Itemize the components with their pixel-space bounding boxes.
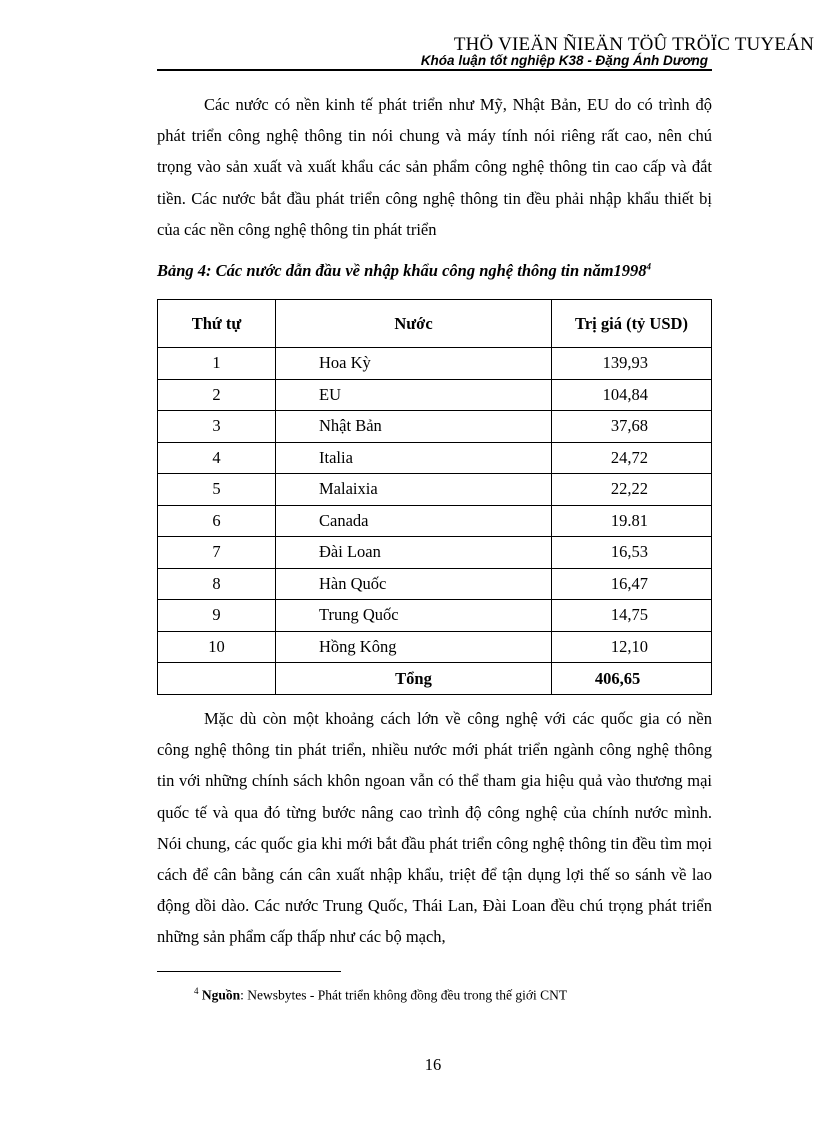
footnote: [194, 986, 567, 1004]
table-row: [158, 379, 712, 411]
table-row: [158, 348, 712, 380]
country-cell: Italia: [276, 442, 552, 474]
value-cell: 14,75: [552, 600, 712, 632]
rank-cell: 6: [158, 505, 276, 537]
table-row: [158, 631, 712, 663]
value-cell: 16,53: [552, 537, 712, 569]
table-header-row: [158, 300, 712, 348]
rank-cell: 1: [158, 348, 276, 380]
table-row: [158, 411, 712, 443]
footnote-rule: [157, 971, 341, 972]
country-cell: Malaixia: [276, 474, 552, 506]
header-value: Trị giá (tỷ USD): [552, 300, 712, 348]
country-cell: EU: [276, 379, 552, 411]
table-row: [158, 537, 712, 569]
table-row: [158, 505, 712, 537]
table-total-row: [158, 663, 712, 695]
table-row: [158, 474, 712, 506]
value-cell: 22,22: [552, 474, 712, 506]
footnote-number: 4: [194, 986, 199, 996]
footnote-label: Nguồn: [201, 987, 241, 1003]
country-cell: Trung Quốc: [276, 600, 552, 632]
value-cell: 24,72: [552, 442, 712, 474]
total-value: 406,65: [552, 663, 712, 695]
footnote-text: : Newsbytes - Phát triển không đồng đều trong thế giới CNT: [240, 987, 568, 1003]
value-cell: 104,84: [552, 379, 712, 411]
rank-cell: 2: [158, 379, 276, 411]
total-empty-cell: [158, 663, 276, 695]
paragraph-body: Mặc dù còn một khoảng cách lớn về công nghệ với các quốc gia có nền công nghệ thông tin phát triển, nhiều nước mới phát triển ngành công nghệ thông tin với những chính sách khôn ngoan vẫn có thể tham gia hiệu quả vào thương mại quốc tế và qua đó từng bước nâng cao trình độ công nghệ của chính nước mình. Nói chung, các quốc gia khi mới bắt đầu phát triển công nghệ thông tin đều tìm mọi cách để cân bằng cán cân xuất nhập khẩu, triệt để tận dụng lợi thế so sánh về lao động dồi dào. Các nước Trung Quốc, Thái Lan, Đài Loan đều chú trọng phát triển những sản phẩm cấp thấp như các bộ mạch,: [157, 709, 712, 947]
country-cell: Đài Loan: [276, 537, 552, 569]
running-header: Khóa luận tốt nghiệp K38 - Đặng Ánh Dương: [420, 53, 708, 68]
import-table: [157, 299, 712, 695]
caption-footnote-ref: 4: [646, 261, 652, 272]
total-label: Tổng: [276, 663, 552, 695]
value-cell: 12,10: [552, 631, 712, 663]
header-rank: Thứ tự: [158, 300, 276, 348]
country-cell: Hồng Kông: [276, 631, 552, 663]
country-cell: Canada: [276, 505, 552, 537]
watermark: THÖ VIEÄN ÑIEÄN TÖÛ TRÖÏC TUYEÁN: [453, 34, 814, 55]
table-row: [158, 600, 712, 632]
header-rule: [157, 69, 712, 71]
value-cell: 16,47: [552, 568, 712, 600]
rank-cell: 8: [158, 568, 276, 600]
value-cell: 139,93: [552, 348, 712, 380]
rank-cell: 10: [158, 631, 276, 663]
rank-cell: 9: [158, 600, 276, 632]
country-cell: Hoa Kỳ: [276, 348, 552, 380]
country-cell: Nhật Bản: [276, 411, 552, 443]
table-caption-text: Bảng 4: Các nước dẫn đầu về nhập khẩu công nghệ thông tin năm1998: [157, 261, 647, 280]
table-row: [158, 442, 712, 474]
value-cell: 19.81: [552, 505, 712, 537]
paragraph-intro: Các nước có nền kinh tế phát triển như Mỹ, Nhật Bản, EU do có trình độ phát triển công nghệ thông tin nói chung và máy tính nói riêng rất cao, nên chú trọng vào sản xuất và xuất khẩu các sản phẩm công nghệ thông tin cao cấp và đắt tiền. Các nước bắt đầu phát triển công nghệ thông tin đều phải nhập khẩu thiết bị của các nền công nghệ thông tin phát triển: [157, 95, 712, 239]
country-cell: Hàn Quốc: [276, 568, 552, 600]
table-row: [158, 568, 712, 600]
rank-cell: 7: [158, 537, 276, 569]
header-country: Nước: [276, 300, 552, 348]
table-caption: [157, 261, 651, 281]
value-cell: 37,68: [552, 411, 712, 443]
rank-cell: 4: [158, 442, 276, 474]
rank-cell: 5: [158, 474, 276, 506]
page-number: 16: [424, 1055, 442, 1074]
rank-cell: 3: [158, 411, 276, 443]
